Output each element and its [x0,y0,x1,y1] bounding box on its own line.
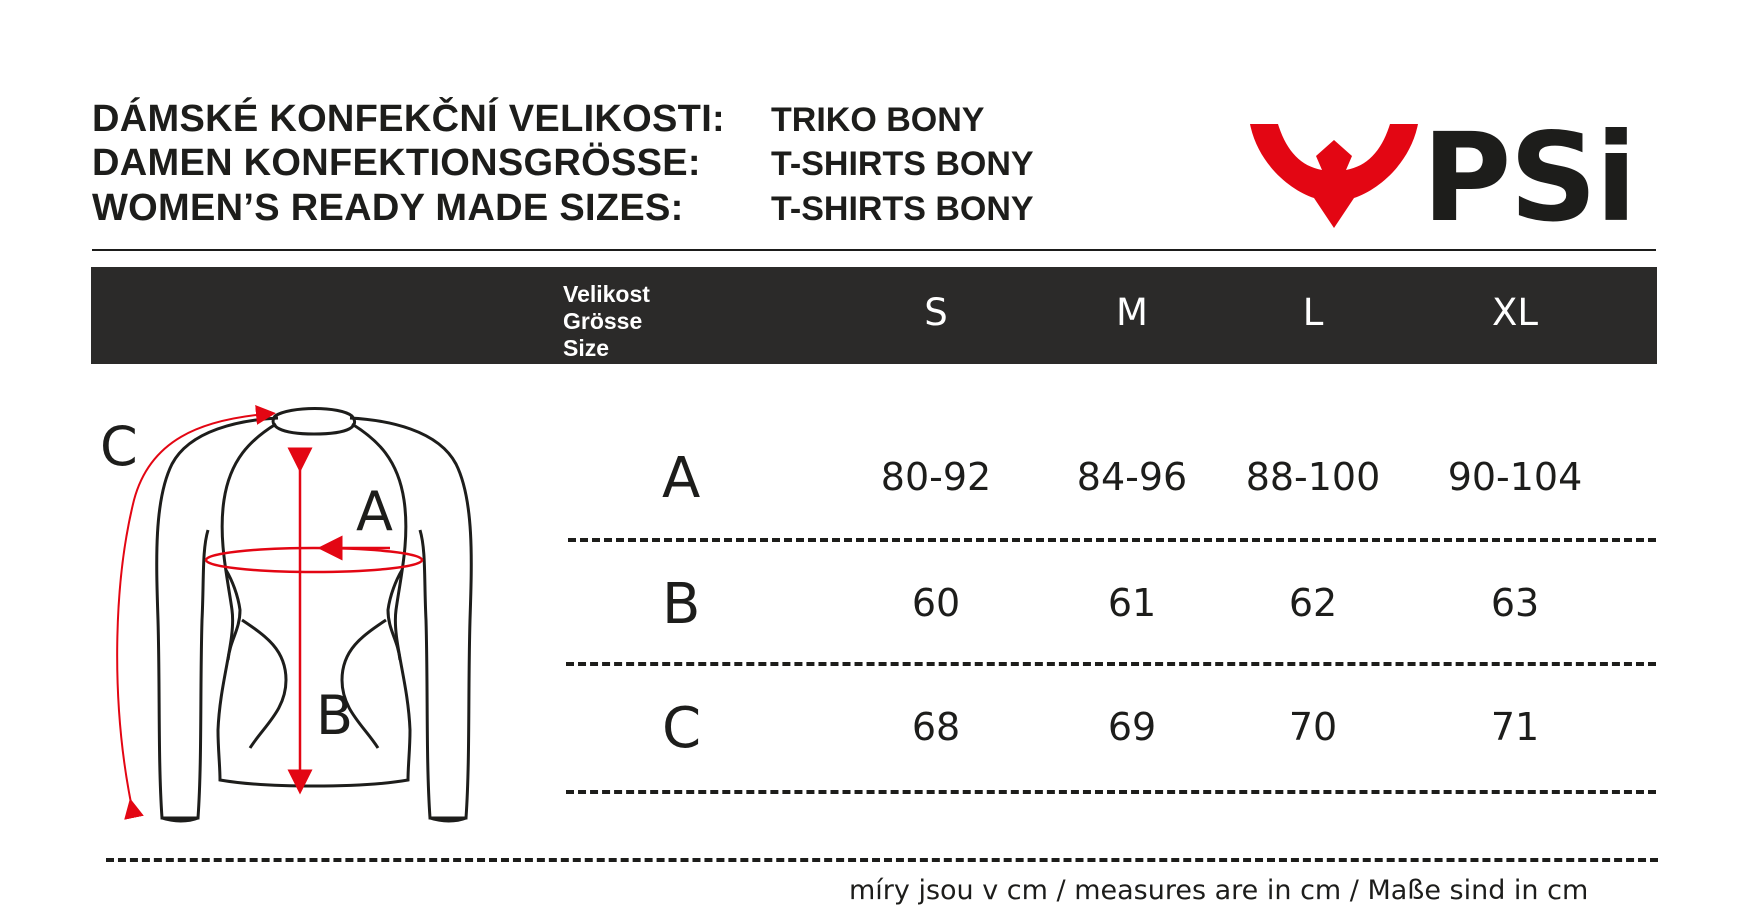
row-divider [566,662,1656,666]
row-label-a: A [662,446,701,511]
header-divider [92,249,1656,251]
cell-c-xl: 71 [1490,705,1540,749]
cell-b-l: 62 [1288,581,1338,625]
cell-c-s: 68 [911,705,961,749]
cell-a-l: 88-100 [1245,455,1381,499]
cell-b-s: 60 [911,581,961,625]
header-title-en: WOMEN’S READY MADE SIZES: [92,187,684,229]
size-label-cz: Velikost [563,281,650,307]
header-product-en: T-SHIRTS BONY [771,190,1034,228]
measure-c-indicator [117,414,266,808]
size-head-s: S [924,291,948,334]
size-head-l: L [1302,291,1324,334]
measurement-note: míry jsou v cm / measures are in cm / Maße sind in cm [849,875,1589,906]
measure-a-indicator [206,548,422,572]
row-divider [568,538,1656,542]
figure-label-c: C [100,415,138,478]
header-product-cz: TRIKO BONY [771,101,985,139]
row-divider [566,790,1656,794]
psi-wordmark [1422,120,1635,232]
cell-c-l: 70 [1288,705,1338,749]
header-title-cz: DÁMSKÉ KONFEKČNÍ VELIKOSTI: [92,98,726,140]
cell-a-m: 84-96 [1076,455,1188,499]
figure-label-a: A [356,480,393,543]
cell-b-xl: 63 [1490,581,1540,625]
shirt-measurement-diagram [90,400,510,840]
cell-a-xl: 90-104 [1447,455,1583,499]
cell-b-m: 61 [1107,581,1157,625]
header-product-de: T-SHIRTS BONY [771,145,1034,183]
row-label-c: C [662,696,702,761]
cell-a-s: 80-92 [880,455,992,499]
size-label-de: Grösse [563,308,643,334]
row-label-b: B [662,572,701,637]
psi-logo [1250,120,1662,232]
footer-divider [106,858,1658,862]
psi-wordmark-text: PSi [1422,120,1636,232]
size-head-xl: XL [1492,291,1538,334]
shirt-outline [157,409,472,822]
size-label-en: Size [563,335,610,361]
psi-trident-icon [1250,124,1418,228]
cell-c-m: 69 [1107,705,1157,749]
size-label [563,281,650,362]
header-title-de: DAMEN KONFEKTIONSGRÖSSE: [92,142,701,184]
size-head-m: M [1116,291,1148,334]
figure-label-b: B [316,684,354,747]
